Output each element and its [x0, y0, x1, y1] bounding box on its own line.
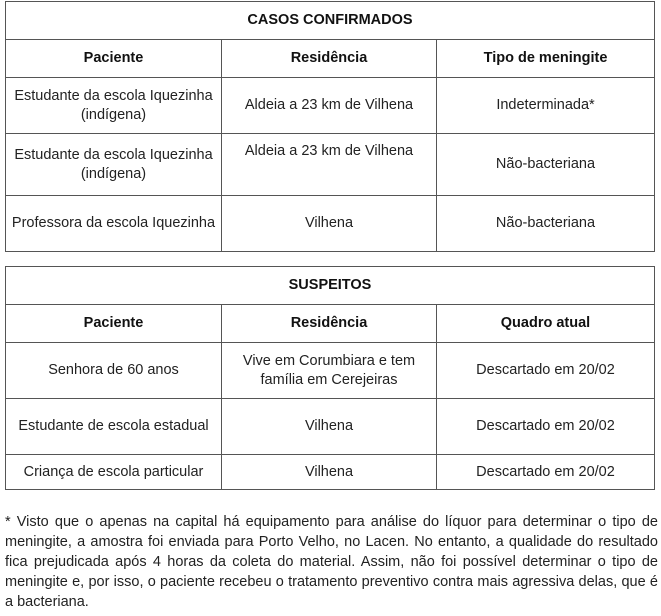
table-row	[6, 78, 655, 134]
header-patient: Paciente	[6, 40, 222, 78]
residence-cell: Vilhena	[222, 399, 437, 455]
patient-cell: Estudante da escola Iquezinha (indígena)	[6, 134, 222, 196]
table-row	[6, 455, 655, 490]
meningitis-type-cell: Não-bacteriana	[437, 134, 655, 196]
header-residence: Residência	[222, 305, 437, 343]
table-row	[6, 399, 655, 455]
suspects-table-title: SUSPEITOS	[6, 267, 655, 305]
footnote: * Visto que o apenas na capital há equipamento para análise do líquor para determinar o tipo de meningite, a amostra foi enviada para Porto Velho, no Lacen. No entanto, a qualidade do resultado fica prejudicada após 4 horas da coleta do material. Assim, não foi possível determinar o tipo de meningite e, por isso, o paciente recebeu o tratamento preventivo contra mais agressiva delas, que é a bacteriana.	[5, 514, 658, 610]
confirmed-table-title: CASOS CONFIRMADOS	[6, 2, 655, 40]
residence-cell: Aldeia a 23 km de Vilhena	[222, 78, 437, 134]
header-meningitis-type: Tipo de meningite	[437, 40, 655, 78]
residence-cell: Aldeia a 23 km de Vilhena	[222, 134, 437, 196]
table-row	[6, 343, 655, 399]
status-cell: Descartado em 20/02	[437, 455, 655, 490]
table-row	[6, 134, 655, 196]
residence-cell: Vilhena	[222, 196, 437, 252]
patient-cell: Estudante de escola estadual	[6, 399, 222, 455]
status-cell: Descartado em 20/02	[437, 399, 655, 455]
residence-cell: Vive em Corumbiara e tem família em Cerejeiras	[222, 343, 437, 399]
meningitis-type-cell: Não-bacteriana	[437, 196, 655, 252]
patient-cell: Senhora de 60 anos	[6, 343, 222, 399]
header-patient: Paciente	[6, 305, 222, 343]
confirmed-cases-table	[5, 1, 655, 252]
suspects-table	[5, 266, 655, 490]
patient-cell: Estudante da escola Iquezinha (indígena)	[6, 78, 222, 134]
meningitis-type-cell: Indeterminada*	[437, 78, 655, 134]
patient-cell: Criança de escola particular	[6, 455, 222, 490]
header-current-status: Quadro atual	[437, 305, 655, 343]
patient-cell: Professora da escola Iquezinha	[6, 196, 222, 252]
residence-cell: Vilhena	[222, 455, 437, 490]
header-residence: Residência	[222, 40, 437, 78]
status-cell: Descartado em 20/02	[437, 343, 655, 399]
table-row	[6, 196, 655, 252]
